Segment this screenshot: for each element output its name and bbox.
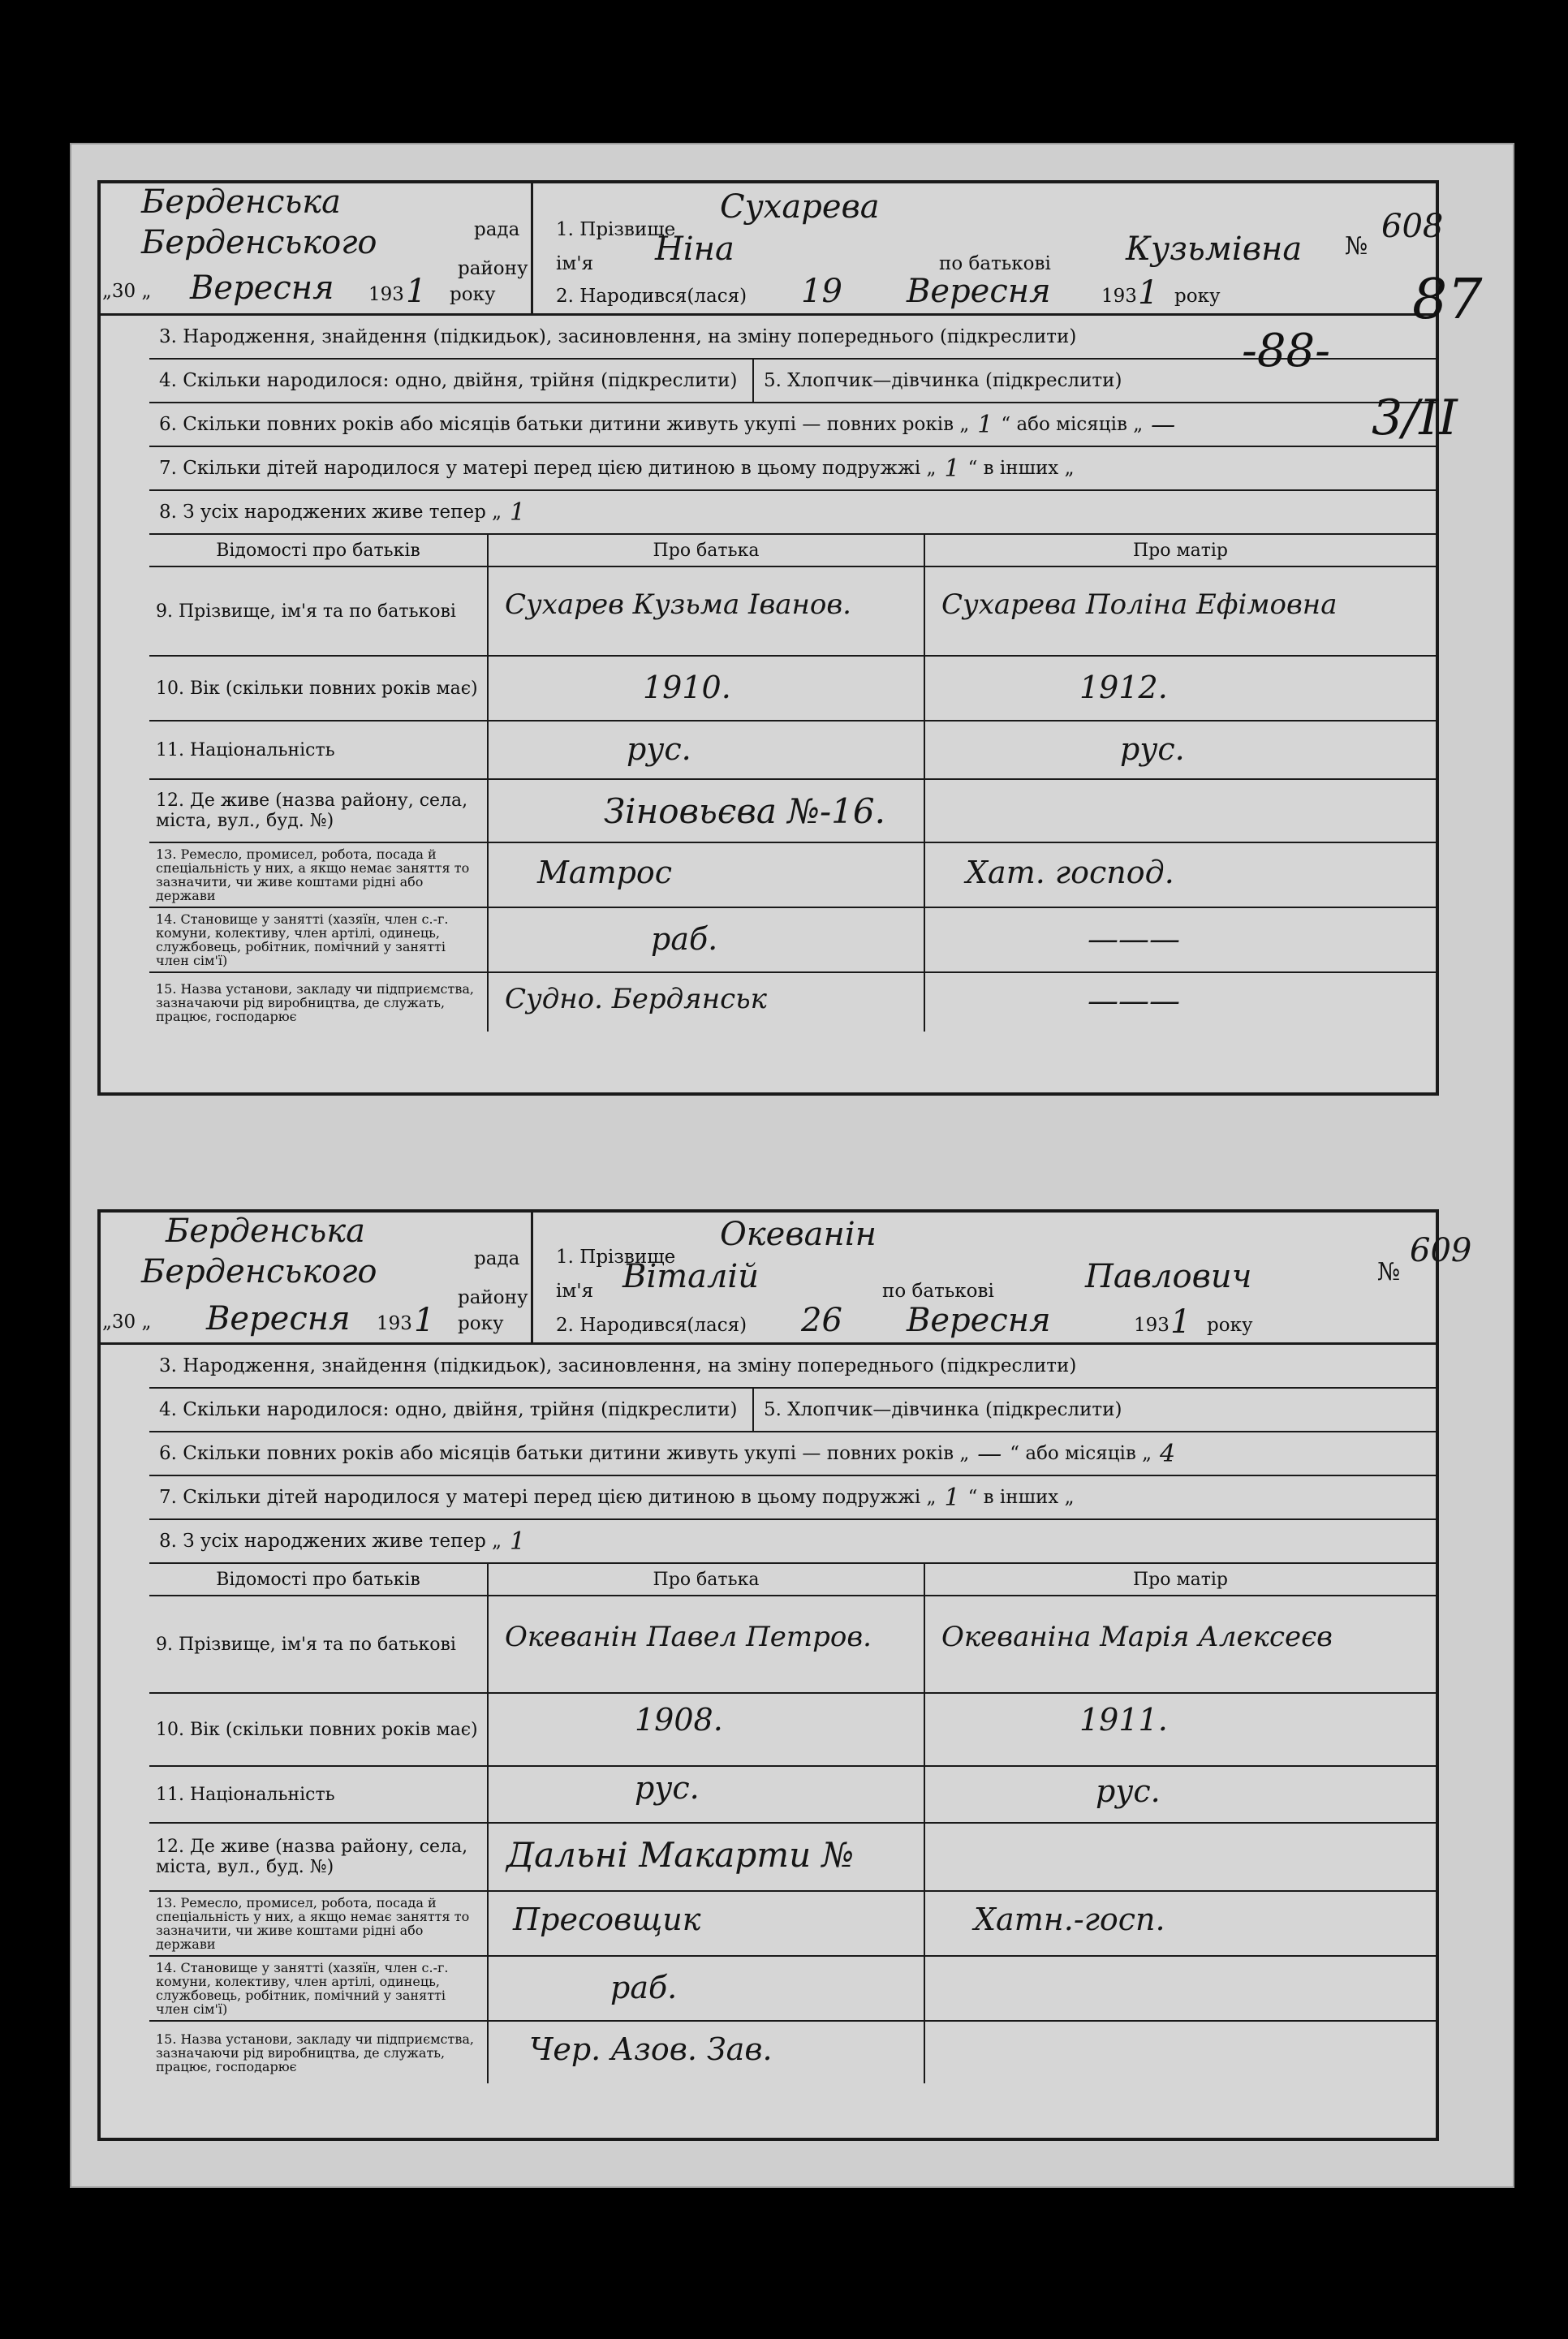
- row-7-children-before: [149, 447, 1436, 491]
- father-occupation: Пресовщик: [513, 1902, 701, 1937]
- row-5-sex: 5. Хлопчик—дівчинка (підкреслити): [764, 1399, 1122, 1420]
- born-year-label: року: [1207, 1315, 1253, 1336]
- row-4-birth-count: 4. Скільки народилося: одно, двійня, трійня (підкреслити): [149, 1389, 754, 1431]
- record-1-header: [101, 183, 1444, 316]
- district-label: району: [458, 1287, 528, 1308]
- row-8-living-now: [149, 491, 1436, 535]
- table-row-names: [149, 1596, 1436, 1694]
- name-label: ім'я: [556, 1281, 594, 1302]
- row-7-value: 1: [944, 454, 960, 483]
- year-digit: 1: [406, 273, 427, 310]
- registration-month: Вересня: [190, 269, 334, 307]
- table-row-address: [149, 1824, 1436, 1892]
- row-10-label: 10. Вік (скільки повних років має): [149, 657, 489, 720]
- table-row-nationality: [149, 722, 1436, 780]
- year-prefix: 193: [368, 284, 404, 305]
- row-6-mid: “ або місяців „: [1010, 1443, 1152, 1464]
- mother-occupation: Хат. господ.: [966, 855, 1174, 890]
- record-2-parents-table: [149, 1564, 1436, 2083]
- row-11-label: 11. Національність: [149, 722, 489, 778]
- address-value: Зіновьєва №-16.: [604, 791, 885, 831]
- council-value: Берденська: [166, 1213, 365, 1250]
- record-number: 608: [1381, 208, 1444, 245]
- row-6-months: 4: [1160, 1439, 1176, 1468]
- patronymic-label: по батькові: [939, 253, 1051, 274]
- year-digit: 1: [414, 1302, 435, 1339]
- record-2-registry-block: [101, 1213, 533, 1342]
- row-6-cohabitation: [149, 1432, 1436, 1476]
- born-year-prefix: 193: [1134, 1315, 1170, 1336]
- row-10-label: 10. Вік (скільки повних років має): [149, 1694, 489, 1765]
- table-row-names: [149, 567, 1436, 657]
- council-label: рада: [474, 1248, 520, 1269]
- record-1-registry-block: [101, 183, 533, 313]
- table-row-occupation: [149, 1892, 1436, 1957]
- record-2-form: [97, 1209, 1472, 2141]
- row-6-text: 6. Скільки повних років або місяців батьки дитини живуть укупі — повних років „: [159, 414, 970, 435]
- patronymic-value: Кузьмівна: [1126, 230, 1303, 268]
- district-value: Берденського: [141, 224, 377, 261]
- col-head-father: Про батька: [489, 535, 925, 566]
- father-nationality: рус.: [635, 1770, 700, 1806]
- table-row-position: [149, 908, 1436, 973]
- col-head-mother: Про матір: [1132, 540, 1229, 561]
- row-8-value: 1: [510, 1527, 526, 1556]
- born-month: Вересня: [907, 1302, 1051, 1339]
- table-header-row: [149, 1564, 1436, 1596]
- number-sign: №: [1377, 1258, 1401, 1286]
- row-7-text: 7. Скільки дітей народилося у матері перед цією дитиною в цьому подружжі „: [159, 1487, 937, 1508]
- row-12-label: 12. Де живе (назва району, села, міста, вул., буд. №): [149, 1824, 489, 1890]
- address-value: Дальні Макарти №: [506, 1835, 855, 1875]
- born-year-prefix: 193: [1101, 286, 1137, 307]
- row-8-living-now: [149, 1520, 1436, 1564]
- row-12-label: 12. Де живе (назва району, села, міста, вул., буд. №): [149, 780, 489, 842]
- father-workplace: Чер. Азов. Зав.: [529, 2031, 773, 2067]
- table-row-nationality: [149, 1767, 1436, 1824]
- year-label: року: [450, 284, 496, 305]
- father-position: раб.: [610, 1970, 678, 2005]
- row-7-tail: “ в інших „: [967, 1487, 1075, 1508]
- mother-age: 1911.: [1079, 1702, 1168, 1738]
- surname-value: Океванін: [720, 1216, 877, 1253]
- record-1-body: [149, 316, 1436, 1032]
- row-7-children-before: [149, 1476, 1436, 1520]
- row-9-label: 9. Прізвище, ім'я та по батькові: [149, 567, 489, 655]
- name-value: Віталій: [622, 1258, 759, 1295]
- row-8-text: 8. З усіх народжених живе тепер „: [159, 1531, 502, 1552]
- record-number: 609: [1410, 1232, 1472, 1269]
- mother-workplace: ———: [1088, 983, 1180, 1019]
- margin-note-3-ii: 3/II: [1372, 390, 1458, 446]
- mother-occupation: Хатн.-госп.: [974, 1902, 1165, 1937]
- row-11-label: 11. Національність: [149, 1767, 489, 1822]
- surname-label: 1. Прізвище: [556, 219, 676, 240]
- row-8-value: 1: [510, 498, 526, 527]
- father-age: 1908.: [635, 1702, 723, 1738]
- record-2-body: [149, 1345, 1436, 2083]
- district-value: Берденського: [141, 1253, 377, 1290]
- table-row-age: [149, 1694, 1436, 1767]
- row-8-text: 8. З усіх народжених живе тепер „: [159, 502, 502, 523]
- record-2-header: [101, 1213, 1472, 1345]
- row-14-label: 14. Становище у занятті (хазяїн, член с.-г. комуни, колективу, член артілі, одинець, службовець, робітник, помічний у занятті член сім'ї): [149, 1957, 489, 2020]
- table-header-row: [149, 535, 1436, 567]
- row-6-cohabitation: [149, 403, 1436, 447]
- number-sign: №: [1345, 232, 1368, 261]
- margin-note-87: 87: [1412, 268, 1483, 332]
- father-occupation: Матрос: [537, 855, 673, 890]
- council-value: Берденська: [141, 183, 341, 221]
- born-day: 19: [801, 273, 842, 310]
- born-year-label: року: [1174, 286, 1221, 307]
- name-label: ім'я: [556, 253, 594, 274]
- born-year-digit: 1: [1170, 1303, 1191, 1341]
- year-prefix: 193: [377, 1313, 412, 1334]
- father-name: Сухарев Кузьма Іванов.: [505, 588, 851, 621]
- district-label: району: [458, 258, 528, 279]
- born-label: 2. Народився(лася): [556, 286, 747, 307]
- row-6-mid: “ або місяців „: [1001, 414, 1144, 435]
- patronymic-value: Павлович: [1085, 1258, 1252, 1295]
- father-name: Океванін Павел Петров.: [505, 1621, 872, 1653]
- table-row-age: [149, 657, 1436, 722]
- father-workplace: Судно. Бердянськ: [505, 983, 767, 1015]
- row-5-sex: 5. Хлопчик—дівчинка (підкреслити): [764, 370, 1122, 391]
- father-position: раб.: [651, 921, 718, 957]
- row-6-months: —: [1151, 410, 1176, 439]
- father-nationality: рус.: [627, 731, 691, 767]
- row-6-years: 1: [977, 410, 993, 439]
- row-15-label: 15. Назва установи, закладу чи підприємства, зазначаючи рід виробництва, де служать, працює, господарює: [149, 973, 489, 1032]
- row-7-tail: “ в інших „: [967, 458, 1075, 479]
- row-3-birth-type: 3. Народження, знайдення (підкидьок), засиновлення, на зміну попереднього (підкреслити): [149, 316, 1436, 360]
- col-head-mother: Про матір: [1132, 1569, 1229, 1590]
- record-1-parents-table: [149, 535, 1436, 1032]
- row-6-years: —: [977, 1439, 1002, 1468]
- born-month: Вересня: [907, 273, 1051, 310]
- row-6-text: 6. Скільки повних років або місяців батьки дитини живуть укупі — повних років „: [159, 1443, 970, 1464]
- mother-nationality: рус.: [1096, 1773, 1161, 1809]
- mother-nationality: рус.: [1120, 731, 1185, 767]
- col-head-info: Відомості про батьків: [149, 1564, 489, 1595]
- date-prefix: „30 „: [102, 281, 152, 302]
- patronymic-label: по батькові: [882, 1281, 994, 1302]
- mother-age: 1912.: [1079, 670, 1168, 705]
- mother-name: Сухарева Поліна Ефімовна: [941, 588, 1338, 621]
- row-7-text: 7. Скільки дітей народилося у матері перед цією дитиною в цьому подружжі „: [159, 458, 937, 479]
- father-age: 1910.: [643, 670, 731, 705]
- row-15-label: 15. Назва установи, закладу чи підприємства, зазначаючи рід виробництва, де служать, працює, господарює: [149, 2022, 489, 2083]
- col-head-info: Відомості про батьків: [149, 535, 489, 566]
- mother-name: Океваніна Марія Алексеєв: [941, 1621, 1333, 1653]
- surname-label: 1. Прізвище: [556, 1247, 676, 1268]
- table-row-workplace: [149, 973, 1436, 1032]
- record-1-form: [97, 180, 1444, 1096]
- born-label: 2. Народився(лася): [556, 1315, 747, 1336]
- record-2-child-block: [533, 1213, 1472, 1342]
- record-1-child-block: [533, 183, 1444, 313]
- name-value: Ніна: [655, 230, 734, 268]
- date-prefix: „30 „: [102, 1312, 152, 1333]
- row-13-label: 13. Ремесло, промисел, робота, посада й спеціальність у них, а якщо немає заняття то зазначити, чи живе коштами рідні або держави: [149, 1892, 489, 1955]
- table-row-address: [149, 780, 1436, 843]
- year-label: року: [458, 1313, 504, 1334]
- row-4-birth-count: 4. Скільки народилося: одно, двійня, трійня (підкреслити): [149, 360, 754, 402]
- row-4-5: [149, 1389, 1436, 1432]
- row-7-value: 1: [944, 1483, 960, 1512]
- council-label: рада: [474, 219, 520, 240]
- table-row-occupation: [149, 843, 1436, 908]
- registration-month: Вересня: [206, 1300, 351, 1337]
- table-row-position: [149, 1957, 1436, 2022]
- row-3-birth-type: 3. Народження, знайдення (підкидьок), засиновлення, на зміну попереднього (підкреслити): [149, 1345, 1436, 1389]
- surname-value: Сухарева: [720, 188, 880, 226]
- table-row-workplace: [149, 2022, 1436, 2083]
- born-day: 26: [801, 1302, 842, 1339]
- col-head-father: Про батька: [489, 1564, 925, 1595]
- row-13-label: 13. Ремесло, промисел, робота, посада й спеціальність у них, а якщо немає заняття то зазначити, чи живе коштами рідні або держави: [149, 843, 489, 907]
- born-year-digit: 1: [1138, 274, 1159, 312]
- row-9-label: 9. Прізвище, ім'я та по батькові: [149, 1596, 489, 1692]
- mother-position: ———: [1088, 921, 1180, 957]
- margin-note-88: -88-: [1242, 325, 1331, 377]
- row-14-label: 14. Становище у занятті (хазяїн, член с.-г. комуни, колективу, член артілі, одинець, службовець, робітник, помічний у занятті член сім'ї): [149, 908, 489, 971]
